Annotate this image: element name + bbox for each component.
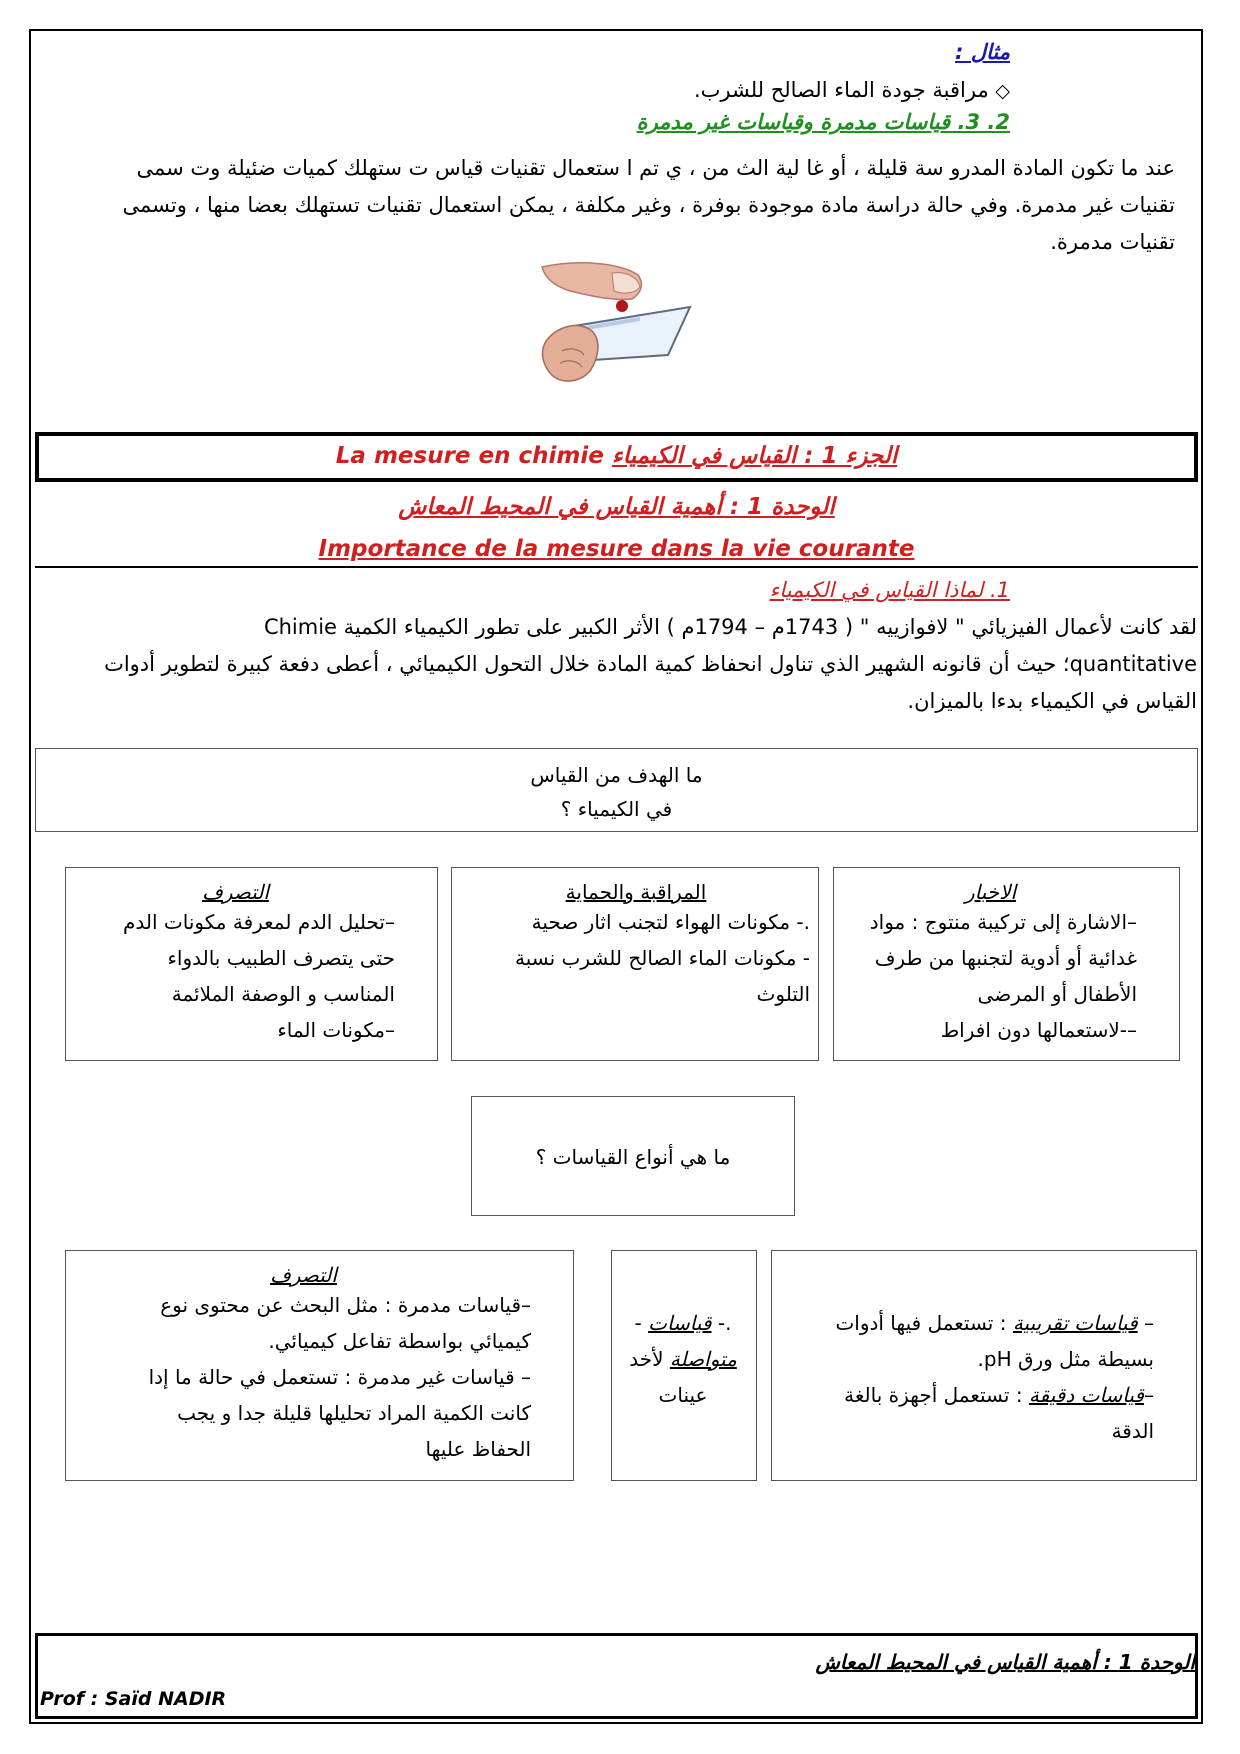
finger-blood-on-slide-illustration — [540, 255, 710, 390]
types-middle-term-2: متواصلة — [669, 1347, 737, 1371]
goal-monitoring-title: المراقبة والحماية — [565, 880, 707, 904]
paragraph-line: لقد كانت لأعمال الفيزيائي " لافوازييه " ( 1743م – 1794م ) الأثر الكبير على تطور الكيمياء الكمية Chimie — [263, 615, 1197, 639]
goal-box-monitoring — [451, 867, 819, 1061]
question-2-box — [471, 1096, 795, 1216]
part-header-french: La mesure en chimie — [335, 443, 604, 469]
goal-line: الأطفال أو المرضى — [977, 982, 1137, 1006]
goal-line: .- مكونات الهواء لتجنب اثار صحية — [531, 910, 810, 934]
types-line: كيميائي بواسطة تفاعل كيميائي. — [268, 1329, 531, 1353]
types-line: بسيطة مثل ورق pH. — [977, 1347, 1154, 1371]
goal-box-information — [833, 867, 1180, 1061]
example-bullet — [110, 72, 1010, 110]
types-approx-rest: : تستعمل فيها أدوات — [835, 1311, 1013, 1335]
paragraph-line: القياس في الكيمياء بدءا بالميزان. — [907, 689, 1197, 713]
section-1-paragraph — [47, 609, 1197, 720]
part-header-arabic: الجزء 1 : القياس في الكيمياء — [611, 443, 898, 469]
types-precise-term: قياسات دقيقة — [1028, 1383, 1144, 1407]
goal-line: - مكونات الماء الصالح للشرب نسبة — [515, 946, 810, 970]
part-header-title — [35, 443, 1198, 469]
types-line — [782, 1305, 1154, 1341]
question-1-line-2: في الكيمياء ؟ — [560, 797, 673, 821]
goal-information-title: الاخبار — [964, 880, 1017, 904]
types-box-continuous — [611, 1250, 757, 1481]
types-middle-suffix: - — [634, 1311, 649, 1335]
section-2-3-title: 2. 3. قياسات مدمرة وقياسات غير مدمرة — [636, 110, 1010, 134]
types-middle-prefix: .- — [711, 1311, 732, 1335]
section-2-3-paragraph — [45, 150, 1175, 261]
types-box-action — [65, 1250, 574, 1481]
paragraph-line: quantitative؛ حيث أن قانونه الشهير الذي تناول انحفاظ كمية المادة خلال التحول الكيميائي ، أعطى دفعة كبيرة لتطوير أدوات — [104, 652, 1197, 676]
types-action-title: التصرف — [270, 1263, 337, 1287]
types-line: عينات — [658, 1383, 708, 1407]
diamond-outline-icon: ◇ — [995, 80, 1010, 102]
types-dash: – — [1144, 1383, 1154, 1407]
question-2-text: ما هي أنواع القياسات ؟ — [535, 1145, 731, 1169]
goal-line: –مكونات الماء — [277, 1018, 395, 1042]
types-line: – قياسات غير مدمرة : تستعمل في حالة ما إدا — [148, 1365, 531, 1389]
header-divider — [35, 566, 1198, 568]
types-approx-term: قياسات تقريبية — [1012, 1311, 1138, 1335]
types-line: –قياسات مدمرة : مثل البحث عن محتوى نوع — [160, 1293, 531, 1317]
types-line — [620, 1305, 746, 1341]
goal-line: التلوث — [756, 982, 810, 1006]
goal-line: –الاشارة إلى تركيبة منتوج : مواد — [869, 910, 1137, 934]
goal-action-title: التصرف — [202, 880, 269, 904]
example-bullet-text: مراقبة جودة الماء الصالح للشرب. — [693, 78, 989, 102]
goal-line: المناسب و الوصفة الملائمة — [171, 982, 395, 1006]
goal-line: غدائية أو أدوية لتجنبها من طرف — [874, 946, 1137, 970]
types-line: كانت الكمية المراد تحليلها قليلة جدا و يجب — [177, 1401, 531, 1425]
types-box-precision — [771, 1250, 1197, 1481]
goal-line: حتى يتصرف الطبيب بالدواء — [167, 946, 395, 970]
unit-header-french: Importance de la mesure dans la vie courante — [318, 536, 915, 562]
footer-unit: الوحدة 1 : أهمية القياس في المحيط المعاش — [815, 1650, 1195, 1674]
paragraph-line: تقنيات مدمرة. — [1050, 230, 1175, 254]
unit-header-arabic: الوحدة 1 : أهمية القياس في المحيط المعاش — [398, 494, 835, 520]
types-line — [620, 1341, 746, 1377]
example-label: مثال : — [955, 40, 1010, 64]
types-precise-rest: : تستعمل أجهزة بالغة — [844, 1383, 1029, 1407]
types-middle-rest: لأخد — [629, 1347, 670, 1371]
types-line — [782, 1377, 1154, 1413]
types-line: الحفاظ عليها — [425, 1437, 531, 1461]
footer-author: Prof : Saïd NADIR — [40, 1688, 227, 1710]
question-1-line-1: ما الهدف من القياس — [530, 763, 703, 787]
goal-line: –تحليل الدم لمعرفة مكونات الدم — [123, 910, 395, 934]
types-dash: – — [1137, 1311, 1154, 1335]
paragraph-line: عند ما تكون المادة المدرو سة قليلة ، أو غا لية الث من ، ي تم ا ستعمال تقنيات قياس ت ستهلك كميات ضئيلة وت سمى — [136, 156, 1175, 180]
goal-line: –-لاستعمالها دون افراط — [940, 1018, 1137, 1042]
section-1-title: 1. لماذا القياس في الكيمياء — [769, 578, 1010, 602]
types-line: الدقة — [1111, 1419, 1154, 1443]
goal-box-action — [65, 867, 438, 1061]
types-middle-term: قياسات — [648, 1311, 712, 1335]
question-1-box — [35, 748, 1198, 832]
paragraph-line: تقنيات غير مدمرة. وفي حالة دراسة مادة موجودة بوفرة ، وغير مكلفة ، يمكن استعمال تقنيات تستهلك بعضا منها ، وتسمى — [122, 193, 1175, 217]
